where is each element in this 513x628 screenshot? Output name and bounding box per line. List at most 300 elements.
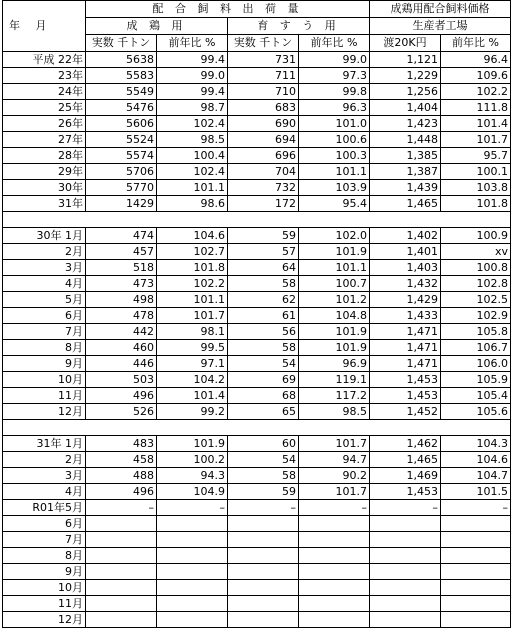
data-cell-c4 xyxy=(299,596,370,612)
row-label: 11月 xyxy=(3,596,86,612)
data-cell-c1: 446 xyxy=(86,356,157,372)
data-cell-c2: 104.9 xyxy=(157,484,228,500)
col-header-actual-2: 実数 千トン xyxy=(228,35,299,52)
data-cell-c6: xv xyxy=(441,244,511,260)
data-cell-c5: 1,401 xyxy=(370,244,441,260)
data-cell-c5: 1,429 xyxy=(370,292,441,308)
spacer-cell xyxy=(3,420,86,436)
row-label: 11月 xyxy=(3,388,86,404)
data-cell-c1: 460 xyxy=(86,340,157,356)
data-cell-c5: 1,432 xyxy=(370,276,441,292)
data-cell-c1: 473 xyxy=(86,276,157,292)
col-header-yoy-1: 前年比 % xyxy=(157,35,228,52)
row-label: 3月 xyxy=(3,468,86,484)
table-row xyxy=(3,340,511,356)
data-cell-c3: 60 xyxy=(228,436,299,452)
data-cell-c4: 96.9 xyxy=(299,356,370,372)
data-cell-c1: 458 xyxy=(86,452,157,468)
data-cell-c5: 1,229 xyxy=(370,68,441,84)
data-cell-c1 xyxy=(86,516,157,532)
data-cell-c3: 696 xyxy=(228,148,299,164)
data-cell-c6 xyxy=(441,580,511,596)
data-cell-c3: 710 xyxy=(228,84,299,100)
data-cell-c3: 694 xyxy=(228,132,299,148)
data-cell-c2: 100.2 xyxy=(157,452,228,468)
data-cell-c5: 1,471 xyxy=(370,356,441,372)
data-cell-c5: 1,453 xyxy=(370,388,441,404)
spacer-cell xyxy=(157,420,228,436)
data-cell-c3 xyxy=(228,612,299,628)
data-cell-c5: 1,439 xyxy=(370,180,441,196)
row-label: 8月 xyxy=(3,340,86,356)
table-row xyxy=(3,404,511,420)
data-cell-c4: 101.1 xyxy=(299,164,370,180)
table-row xyxy=(3,292,511,308)
table-row xyxy=(3,148,511,164)
data-cell-c6: 101.5 xyxy=(441,484,511,500)
data-cell-c5: 1,462 xyxy=(370,436,441,452)
row-label: 平成 22年 xyxy=(3,52,86,68)
row-label: 10月 xyxy=(3,580,86,596)
data-cell-c5: 1,387 xyxy=(370,164,441,180)
data-cell-c3: 683 xyxy=(228,100,299,116)
data-cell-c5: 1,385 xyxy=(370,148,441,164)
data-cell-c5: 1,402 xyxy=(370,228,441,244)
data-cell-c6: 101.8 xyxy=(441,196,511,212)
data-cell-c1: 5706 xyxy=(86,164,157,180)
data-cell-c1: 1429 xyxy=(86,196,157,212)
data-cell-c2: 99.0 xyxy=(157,68,228,84)
table-row xyxy=(3,548,511,564)
data-cell-c3 xyxy=(228,596,299,612)
data-cell-c5: 1,453 xyxy=(370,484,441,500)
data-cell-c2 xyxy=(157,516,228,532)
data-cell-c1: 5583 xyxy=(86,68,157,84)
data-cell-c5 xyxy=(370,580,441,596)
row-label: 12月 xyxy=(3,612,86,628)
data-cell-c3: 64 xyxy=(228,260,299,276)
data-cell-c2: 97.1 xyxy=(157,356,228,372)
spacer-row xyxy=(3,420,511,436)
data-cell-c4: 101.7 xyxy=(299,436,370,452)
row-label: 5月 xyxy=(3,292,86,308)
data-cell-c4: 101.9 xyxy=(299,340,370,356)
table-row xyxy=(3,612,511,628)
data-cell-c2 xyxy=(157,548,228,564)
data-cell-c2: 98.6 xyxy=(157,196,228,212)
spacer-cell xyxy=(441,420,511,436)
data-cell-c2 xyxy=(157,564,228,580)
data-cell-c4: 90.2 xyxy=(299,468,370,484)
data-cell-c3: 69 xyxy=(228,372,299,388)
data-cell-c3: – xyxy=(228,500,299,516)
table-row xyxy=(3,436,511,452)
spacer-cell xyxy=(228,420,299,436)
data-cell-c3: 172 xyxy=(228,196,299,212)
data-cell-c1 xyxy=(86,532,157,548)
data-cell-c6: 100.9 xyxy=(441,228,511,244)
data-cell-c2: 102.4 xyxy=(157,116,228,132)
data-cell-c6: 104.6 xyxy=(441,452,511,468)
data-cell-c5: 1,452 xyxy=(370,404,441,420)
data-cell-c2: 99.2 xyxy=(157,404,228,420)
data-cell-c5: 1,121 xyxy=(370,52,441,68)
row-label: 30年 xyxy=(3,180,86,196)
table-row xyxy=(3,324,511,340)
data-cell-c2: 101.1 xyxy=(157,180,228,196)
data-cell-c3: 690 xyxy=(228,116,299,132)
data-cell-c1: 457 xyxy=(86,244,157,260)
data-cell-c4: 94.7 xyxy=(299,452,370,468)
data-cell-c5: 1,423 xyxy=(370,116,441,132)
data-cell-c3 xyxy=(228,548,299,564)
row-label: R01年5月 xyxy=(3,500,86,516)
data-cell-c2: 99.4 xyxy=(157,52,228,68)
data-cell-c5: 1,469 xyxy=(370,468,441,484)
data-cell-c3: 62 xyxy=(228,292,299,308)
data-cell-c2: 101.1 xyxy=(157,292,228,308)
data-cell-c2: 104.6 xyxy=(157,228,228,244)
data-cell-c4: 101.1 xyxy=(299,260,370,276)
spacer-cell xyxy=(3,212,86,228)
spacer-cell xyxy=(86,212,157,228)
data-cell-c6 xyxy=(441,548,511,564)
data-cell-c4: 100.7 xyxy=(299,276,370,292)
data-cell-c6: 105.4 xyxy=(441,388,511,404)
data-cell-c6: 101.4 xyxy=(441,116,511,132)
data-cell-c5: 1,453 xyxy=(370,372,441,388)
col-header-actual-1: 実数 千トン xyxy=(86,35,157,52)
data-cell-c5 xyxy=(370,532,441,548)
data-cell-c1 xyxy=(86,596,157,612)
data-cell-c4 xyxy=(299,516,370,532)
data-cell-c2: 100.4 xyxy=(157,148,228,164)
data-cell-c1: 5476 xyxy=(86,100,157,116)
data-cell-c4: 95.4 xyxy=(299,196,370,212)
data-cell-c1: 518 xyxy=(86,260,157,276)
price-group-header: 成鶏用配合飼料価格 xyxy=(370,1,511,18)
data-cell-c6 xyxy=(441,612,511,628)
data-cell-c5 xyxy=(370,564,441,580)
spacer-cell xyxy=(228,212,299,228)
row-label: 4月 xyxy=(3,276,86,292)
spacer-cell xyxy=(370,212,441,228)
table-row xyxy=(3,308,511,324)
spacer-cell xyxy=(370,420,441,436)
col-header-price: 渡20K円 xyxy=(370,35,441,52)
data-cell-c4: 101.9 xyxy=(299,244,370,260)
data-cell-c5 xyxy=(370,612,441,628)
data-cell-c6: 103.8 xyxy=(441,180,511,196)
table-row xyxy=(3,516,511,532)
table-row xyxy=(3,388,511,404)
table-row xyxy=(3,164,511,180)
spacer-cell xyxy=(86,420,157,436)
data-cell-c4: 100.6 xyxy=(299,132,370,148)
data-cell-c4: 101.2 xyxy=(299,292,370,308)
data-cell-c4 xyxy=(299,564,370,580)
data-cell-c2: 98.1 xyxy=(157,324,228,340)
data-cell-c1: 5574 xyxy=(86,148,157,164)
table-row xyxy=(3,564,511,580)
data-cell-c5: 1,471 xyxy=(370,324,441,340)
data-cell-c6 xyxy=(441,564,511,580)
data-cell-c6: 104.3 xyxy=(441,436,511,452)
data-cell-c3: 61 xyxy=(228,308,299,324)
data-cell-c3 xyxy=(228,580,299,596)
data-cell-c2: 99.5 xyxy=(157,340,228,356)
data-cell-c6: 102.9 xyxy=(441,308,511,324)
data-cell-c1: 496 xyxy=(86,484,157,500)
row-label: 6月 xyxy=(3,308,86,324)
year-month-header: 年 月 xyxy=(3,1,86,52)
data-cell-c3: 711 xyxy=(228,68,299,84)
table-row xyxy=(3,180,511,196)
table-row xyxy=(3,260,511,276)
ikusu-header: 育 す う 用 xyxy=(228,18,370,35)
data-cell-c6: 105.9 xyxy=(441,372,511,388)
data-cell-c2: 102.4 xyxy=(157,164,228,180)
table-row xyxy=(3,468,511,484)
data-cell-c2: 101.7 xyxy=(157,308,228,324)
row-label: 9月 xyxy=(3,564,86,580)
data-cell-c1: 5638 xyxy=(86,52,157,68)
data-cell-c1 xyxy=(86,612,157,628)
data-cell-c6: 101.7 xyxy=(441,132,511,148)
data-cell-c6: 100.8 xyxy=(441,260,511,276)
data-cell-c4: 100.3 xyxy=(299,148,370,164)
data-cell-c2: 102.7 xyxy=(157,244,228,260)
row-label: 10月 xyxy=(3,372,86,388)
data-cell-c4: – xyxy=(299,500,370,516)
row-label: 4月 xyxy=(3,484,86,500)
data-cell-c4 xyxy=(299,612,370,628)
table-row xyxy=(3,196,511,212)
data-cell-c2: 101.8 xyxy=(157,260,228,276)
data-cell-c2: 99.4 xyxy=(157,84,228,100)
header-row-1 xyxy=(3,1,511,18)
data-cell-c1: 5549 xyxy=(86,84,157,100)
data-cell-c1: 503 xyxy=(86,372,157,388)
data-cell-c2: – xyxy=(157,500,228,516)
data-cell-c4: 96.3 xyxy=(299,100,370,116)
data-cell-c4: 99.0 xyxy=(299,52,370,68)
data-cell-c2: 102.2 xyxy=(157,276,228,292)
row-label: 31年 1月 xyxy=(3,436,86,452)
row-label: 27年 xyxy=(3,132,86,148)
data-cell-c6: 102.2 xyxy=(441,84,511,100)
data-cell-c3: 54 xyxy=(228,356,299,372)
data-cell-c4: 117.2 xyxy=(299,388,370,404)
spacer-row xyxy=(3,212,511,228)
data-cell-c1: 526 xyxy=(86,404,157,420)
data-cell-c3: 58 xyxy=(228,340,299,356)
table-row xyxy=(3,52,511,68)
data-cell-c4: 101.7 xyxy=(299,484,370,500)
row-label: 12月 xyxy=(3,404,86,420)
seikei-header: 成 鶏 用 xyxy=(86,18,228,35)
data-cell-c1: 442 xyxy=(86,324,157,340)
data-cell-c1: 483 xyxy=(86,436,157,452)
data-cell-c4 xyxy=(299,548,370,564)
table-row xyxy=(3,500,511,516)
table-row xyxy=(3,116,511,132)
data-cell-c2: 94.3 xyxy=(157,468,228,484)
data-cell-c6: 95.7 xyxy=(441,148,511,164)
data-cell-c5 xyxy=(370,548,441,564)
data-cell-c6: 111.8 xyxy=(441,100,511,116)
data-cell-c3: 59 xyxy=(228,228,299,244)
data-cell-c5: 1,448 xyxy=(370,132,441,148)
feed-statistics-table xyxy=(2,0,511,628)
data-cell-c3 xyxy=(228,532,299,548)
data-cell-c1: 478 xyxy=(86,308,157,324)
shipment-group-header: 配 合 飼 料 出 荷 量 xyxy=(86,1,370,18)
data-cell-c1: 5524 xyxy=(86,132,157,148)
data-cell-c5: 1,403 xyxy=(370,260,441,276)
data-cell-c2 xyxy=(157,596,228,612)
data-cell-c6: 100.1 xyxy=(441,164,511,180)
data-cell-c3: 68 xyxy=(228,388,299,404)
data-cell-c4 xyxy=(299,532,370,548)
data-cell-c1: 498 xyxy=(86,292,157,308)
data-cell-c3: 58 xyxy=(228,468,299,484)
data-cell-c1: 496 xyxy=(86,388,157,404)
data-cell-c1: 488 xyxy=(86,468,157,484)
data-cell-c6 xyxy=(441,532,511,548)
data-cell-c2: 104.2 xyxy=(157,372,228,388)
data-cell-c6 xyxy=(441,596,511,612)
row-label: 7月 xyxy=(3,324,86,340)
data-cell-c6 xyxy=(441,516,511,532)
spacer-cell xyxy=(299,420,370,436)
table-body xyxy=(3,52,511,628)
data-cell-c3 xyxy=(228,516,299,532)
row-label: 3月 xyxy=(3,260,86,276)
col-header-yoy-2: 前年比 % xyxy=(299,35,370,52)
data-cell-c1 xyxy=(86,580,157,596)
data-cell-c4: 101.0 xyxy=(299,116,370,132)
data-cell-c4: 98.5 xyxy=(299,404,370,420)
row-label: 7月 xyxy=(3,532,86,548)
table-row xyxy=(3,484,511,500)
data-cell-c3: 731 xyxy=(228,52,299,68)
row-label: 28年 xyxy=(3,148,86,164)
data-cell-c5: 1,465 xyxy=(370,196,441,212)
row-label: 31年 xyxy=(3,196,86,212)
data-cell-c3 xyxy=(228,564,299,580)
data-cell-c5: 1,471 xyxy=(370,340,441,356)
col-header-yoy-3: 前年比 % xyxy=(441,35,511,52)
data-cell-c2 xyxy=(157,532,228,548)
row-label: 8月 xyxy=(3,548,86,564)
data-cell-c6: 105.6 xyxy=(441,404,511,420)
data-cell-c4: 97.3 xyxy=(299,68,370,84)
row-label: 29年 xyxy=(3,164,86,180)
table-row xyxy=(3,68,511,84)
feed-statistics-sheet xyxy=(2,0,511,628)
data-cell-c2: 101.9 xyxy=(157,436,228,452)
table-row xyxy=(3,452,511,468)
data-cell-c2: 98.5 xyxy=(157,132,228,148)
row-label: 24年 xyxy=(3,84,86,100)
data-cell-c4: 103.9 xyxy=(299,180,370,196)
table-row xyxy=(3,532,511,548)
data-cell-c1 xyxy=(86,548,157,564)
data-cell-c4: 99.8 xyxy=(299,84,370,100)
data-cell-c3: 54 xyxy=(228,452,299,468)
data-cell-c5: 1,404 xyxy=(370,100,441,116)
data-cell-c6: 106.7 xyxy=(441,340,511,356)
data-cell-c3: 58 xyxy=(228,276,299,292)
table-row xyxy=(3,596,511,612)
data-cell-c5: 1,465 xyxy=(370,452,441,468)
data-cell-c5 xyxy=(370,596,441,612)
table-row xyxy=(3,100,511,116)
data-cell-c3: 65 xyxy=(228,404,299,420)
data-cell-c1 xyxy=(86,564,157,580)
data-cell-c2: 101.4 xyxy=(157,388,228,404)
table-row xyxy=(3,372,511,388)
data-cell-c5 xyxy=(370,516,441,532)
table-row xyxy=(3,276,511,292)
data-cell-c1: – xyxy=(86,500,157,516)
data-cell-c3: 704 xyxy=(228,164,299,180)
row-label: 9月 xyxy=(3,356,86,372)
data-cell-c6: 106.0 xyxy=(441,356,511,372)
table-row xyxy=(3,228,511,244)
data-cell-c6: 102.5 xyxy=(441,292,511,308)
row-label: 2月 xyxy=(3,244,86,260)
data-cell-c4: 101.9 xyxy=(299,324,370,340)
data-cell-c3: 57 xyxy=(228,244,299,260)
data-cell-c2 xyxy=(157,580,228,596)
row-label: 25年 xyxy=(3,100,86,116)
table-row xyxy=(3,132,511,148)
spacer-cell xyxy=(157,212,228,228)
table-row xyxy=(3,244,511,260)
data-cell-c3: 56 xyxy=(228,324,299,340)
data-cell-c6: 102.8 xyxy=(441,276,511,292)
data-cell-c3: 59 xyxy=(228,484,299,500)
table-row xyxy=(3,580,511,596)
data-cell-c2 xyxy=(157,612,228,628)
data-cell-c4: 119.1 xyxy=(299,372,370,388)
data-cell-c6: 104.7 xyxy=(441,468,511,484)
row-label: 6月 xyxy=(3,516,86,532)
spacer-cell xyxy=(299,212,370,228)
spacer-cell xyxy=(441,212,511,228)
data-cell-c4: 104.8 xyxy=(299,308,370,324)
table-row xyxy=(3,84,511,100)
data-cell-c5: 1,256 xyxy=(370,84,441,100)
data-cell-c1: 474 xyxy=(86,228,157,244)
data-cell-c1: 5770 xyxy=(86,180,157,196)
data-cell-c1: 5606 xyxy=(86,116,157,132)
data-cell-c4: 102.0 xyxy=(299,228,370,244)
data-cell-c5: 1,433 xyxy=(370,308,441,324)
data-cell-c6: – xyxy=(441,500,511,516)
data-cell-c3: 732 xyxy=(228,180,299,196)
table-row xyxy=(3,356,511,372)
data-cell-c6: 109.6 xyxy=(441,68,511,84)
row-label: 2月 xyxy=(3,452,86,468)
data-cell-c5: – xyxy=(370,500,441,516)
data-cell-c6: 105.8 xyxy=(441,324,511,340)
row-label: 23年 xyxy=(3,68,86,84)
row-label: 26年 xyxy=(3,116,86,132)
data-cell-c4 xyxy=(299,580,370,596)
